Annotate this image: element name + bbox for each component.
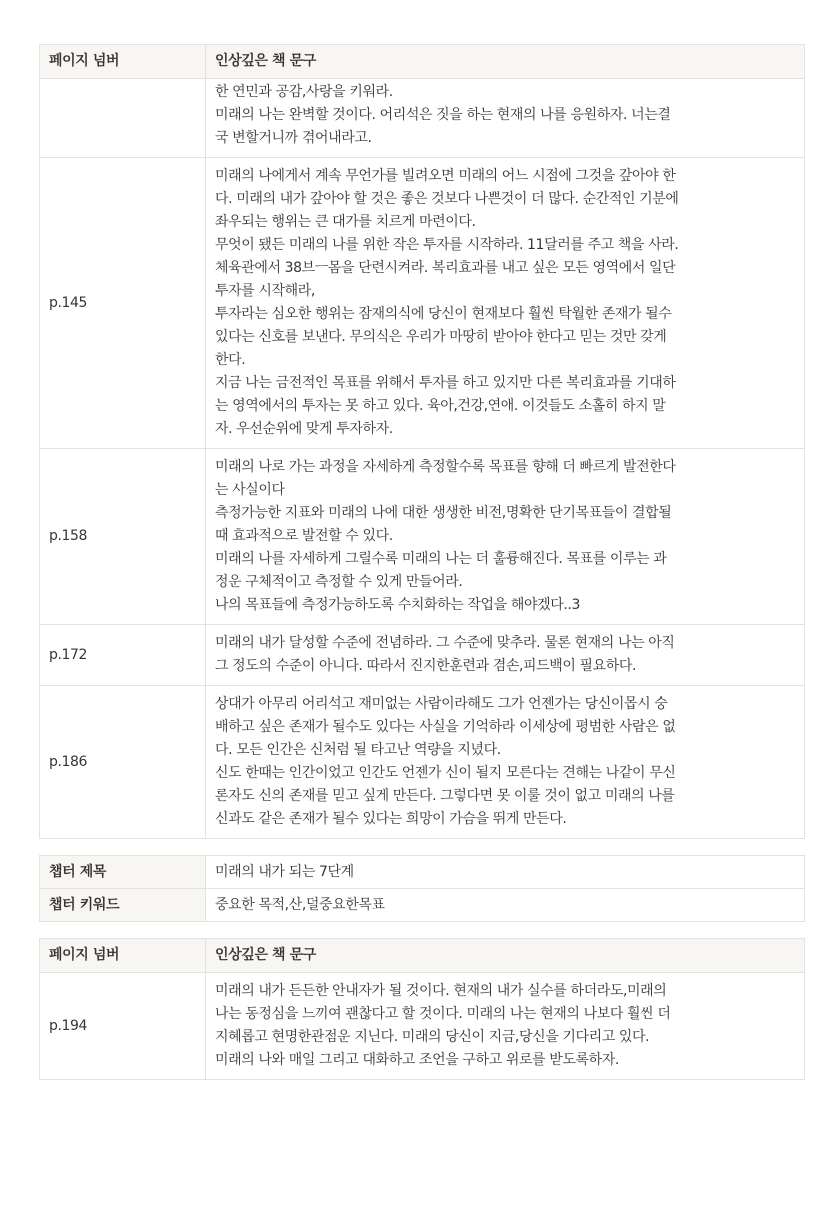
quote-line: 상대가 아무리 어리석고 재미없는 사람이라해도 그가 언젠가는 당신이몹시 숭: [215, 696, 668, 712]
quote-cell: [206, 158, 805, 449]
quote-line: 투자라는 심오한 행위는 잠재의식에 당신이 현재보다 훨씬 탁월한 존재가 될수: [215, 306, 672, 322]
quote-line: 정운 구체적이고 측정할 수 있게 만들어라.: [215, 574, 463, 590]
quote-line: 좌우되는 행위는 큰 대가를 치르게 마련이다.: [215, 214, 476, 230]
page-number-cell: p.186: [40, 686, 206, 839]
quote-line: 론자도 신의 존재를 믿고 싶게 만든다. 그렇다면 못 이룰 것이 없고 미래의 나를: [215, 788, 675, 804]
quote-line: 미래의 내가 달성할 수준에 전념하라. 그 수준에 맞추라. 물론 현재의 나는 아직: [215, 635, 675, 651]
quote-line: 다. 미래의 내가 갚아야 할 것은 좋은 것보다 나쁜것이 더 많다. 순간적인 기분에: [215, 191, 679, 207]
quote-header: 인상깊은 책 문구: [206, 939, 805, 973]
quote-line: 한 연민과 공감,사랑을 키워라.: [215, 84, 393, 100]
chapter-title-label: 챕터 제목: [40, 856, 206, 889]
quote-line: 측정가능한 지표와 미래의 나에 대한 생생한 비전,명확한 단기목표들이 결합될: [215, 505, 672, 521]
quote-line: 지혜롭고 현명한관점운 지닌다. 미래의 당신이 지금,당신을 기다리고 있다.: [215, 1029, 650, 1045]
quotes-table-2: [39, 938, 805, 1080]
quote-line: 신과도 같은 존재가 될수 있다는 희망이 가슴을 뛰게 만든다.: [215, 811, 567, 827]
quote-line: 체육관에서 38브ㅡ몸을 단련시켜라. 복리효과를 내고 싶은 모든 영역에서 일단: [215, 260, 676, 276]
quote-line: 배하고 싶은 존재가 될수도 있다는 사실을 기억하라 이세상에 평범한 사람은 없: [215, 719, 676, 735]
quote-line: 미래의 나와 매일 그리고 대화하고 조언을 구하고 위로를 받도록하자.: [215, 1052, 619, 1068]
chapter-title-row: [40, 856, 805, 889]
quote-line: 다. 모든 인간은 신처럼 될 타고난 역량을 지녔다.: [215, 742, 501, 758]
chapter-title-value: 미래의 내가 되는 7단계: [206, 856, 805, 889]
table-row: [40, 79, 805, 158]
page-number-cell: p.145: [40, 158, 206, 449]
quote-line: 나는 동정심을 느끼여 괜찮다고 할 것이다. 미래의 나는 현재의 나보다 훨씬 더: [215, 1006, 671, 1022]
quote-line: 있다는 신호를 보낸다. 무의식은 우리가 마땅히 받아야 한다고 믿는 것만 갖게: [215, 329, 667, 345]
quote-header: 인상깊은 책 문구: [206, 45, 805, 79]
table-header-row: [40, 939, 805, 973]
page-number-cell: p.172: [40, 625, 206, 686]
table-row: [40, 625, 805, 686]
quote-line: 는 영역에서의 투자는 못 하고 있다. 육아,건강,연애. 이것들도 소홀히 하지 말: [215, 398, 666, 414]
chapter-info-table: [39, 855, 805, 922]
notes-page: [39, 44, 804, 1080]
quote-line: 때 효과적으로 발전할 수 있다.: [215, 528, 393, 544]
quote-line: 한다.: [215, 352, 246, 368]
quotes-table: [39, 44, 805, 839]
page-number-cell: p.158: [40, 449, 206, 625]
page-number-header: 페이지 넘버: [40, 45, 206, 79]
table-row: [40, 449, 805, 625]
quote-line: 신도 한때는 인간이었고 인간도 언젠가 신이 될지 모른다는 견해는 나같이 무신: [215, 765, 676, 781]
quote-line: 미래의 나에게서 계속 무언가를 빌려오면 미래의 어느 시점에 그것을 갚아야 한: [215, 168, 676, 184]
quote-line: 나의 목표들에 측정가능하도록 수치화하는 작업을 해야겠다..3: [215, 597, 580, 613]
quote-line: 미래의 나는 완벽할 것이다. 어리석은 짓을 하는 현재의 나를 응원하자. 너는결: [215, 107, 671, 123]
quote-line: 국 변할거니까 겪어내라고.: [215, 130, 372, 146]
page-number-cell: p.194: [40, 973, 206, 1080]
quote-line: 무엇이 됐든 미래의 나를 위한 작은 투자를 시작하라. 11달러를 주고 책을 사라.: [215, 237, 679, 253]
quote-line: 투자를 시작해라,: [215, 283, 315, 299]
table-row: [40, 973, 805, 1080]
quote-line: 미래의 나를 자세하게 그릴수록 미래의 나는 더 훌륭해진다. 목표를 이루는 과: [215, 551, 667, 567]
quote-cell: [206, 449, 805, 625]
quote-line: 미래의 나로 가는 과정을 자세하게 측정할수록 목표를 향해 더 빠르게 발전한다: [215, 459, 676, 475]
chapter-keyword-value: 중요한 목적,산,덜중요한목표: [206, 889, 805, 922]
quote-cell: [206, 686, 805, 839]
chapter-keyword-row: [40, 889, 805, 922]
quote-line: 는 사실이다: [215, 482, 285, 498]
table-row: [40, 686, 805, 839]
quote-cell: [206, 973, 805, 1080]
quote-cell: [206, 625, 805, 686]
quote-line: 미래의 내가 든든한 안내자가 될 것이다. 현재의 내가 실수를 하더라도,미래의: [215, 983, 667, 999]
table-header-row: [40, 45, 805, 79]
quote-line: 자. 우선순위에 맞게 투자하자.: [215, 421, 393, 437]
quote-cell: [206, 79, 805, 158]
quote-line: 지금 나는 금전적인 목표를 위해서 투자를 하고 있지만 다른 복리효과를 기대하: [215, 375, 676, 391]
page-number-header: 페이지 넘버: [40, 939, 206, 973]
page-number-cell: [40, 79, 206, 158]
table-row: [40, 158, 805, 449]
chapter-keyword-label: 챕터 키워드: [40, 889, 206, 922]
quote-line: 그 정도의 수준이 아니다. 따라서 진지한훈련과 겸손,피드백이 필요하다.: [215, 658, 637, 674]
